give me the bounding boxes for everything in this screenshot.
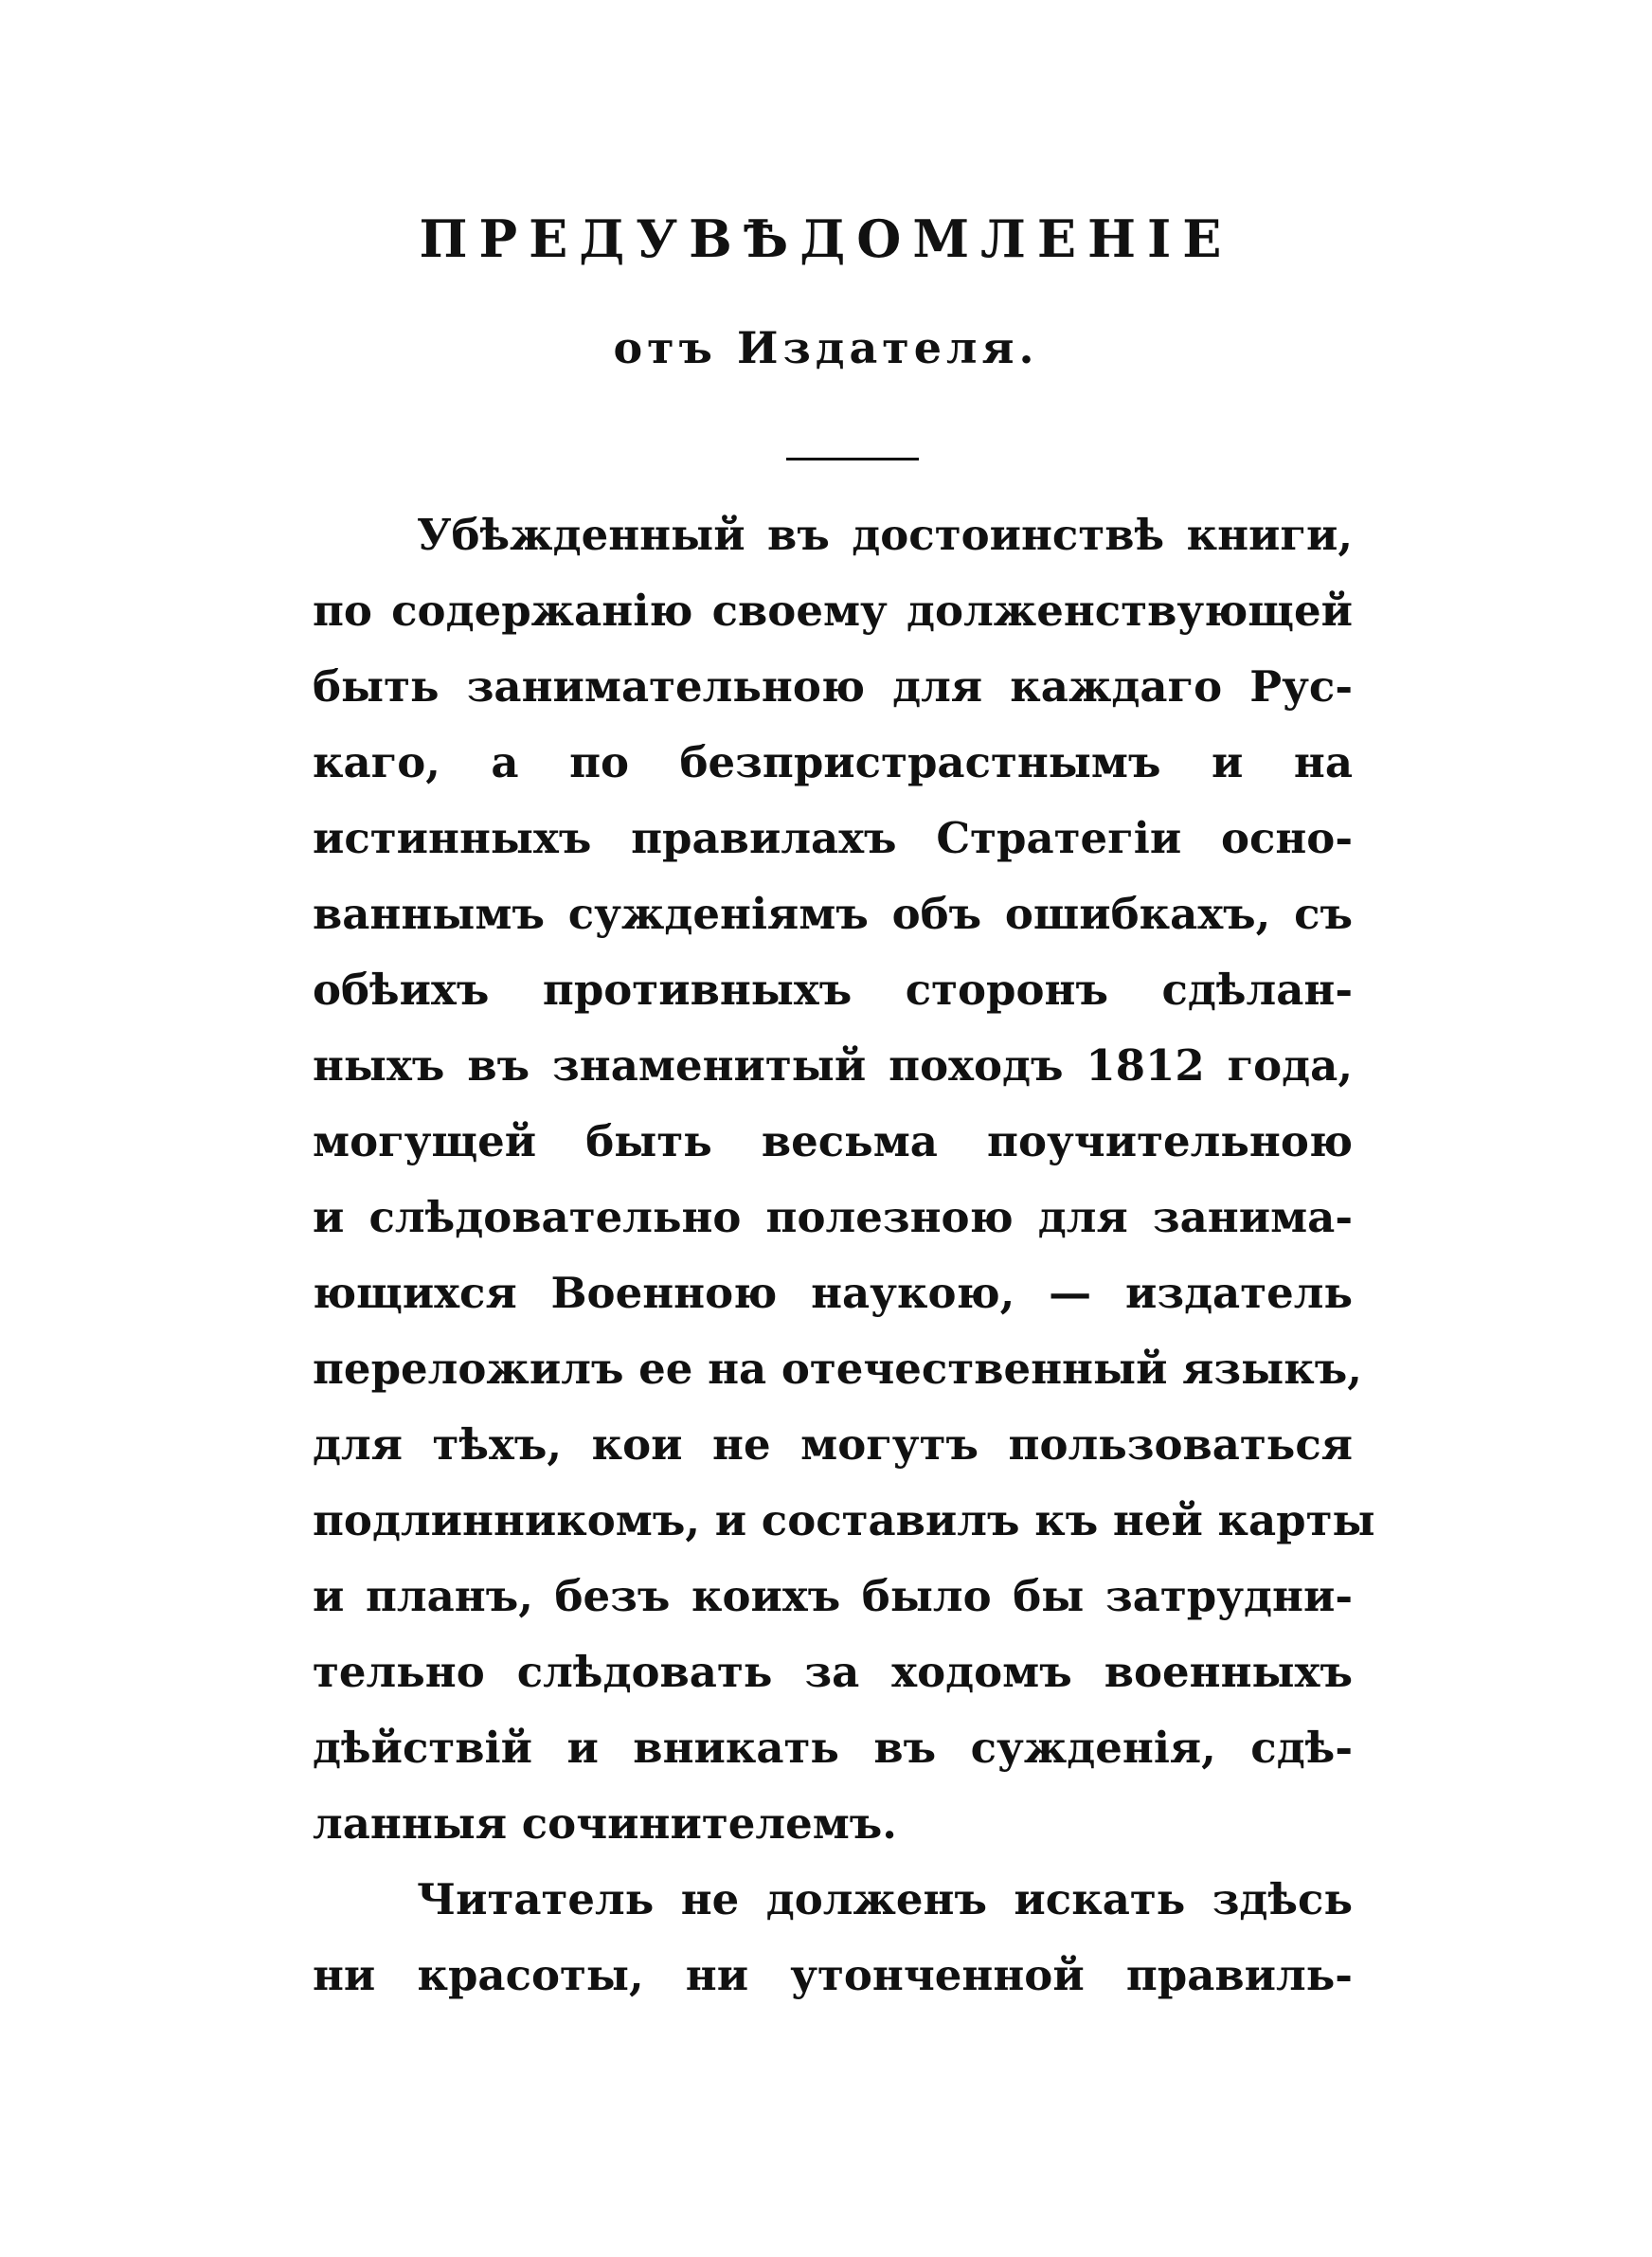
text-line: переложилъ ее на отечественный языкъ,: [313, 1344, 1362, 1394]
text-line: быть занимательною для каждаго Рус-: [313, 661, 1353, 712]
text-line: подлинникомъ, и составилъ къ ней карты: [313, 1495, 1375, 1545]
text-line: ваннымъ сужденіямъ объ ошибкахъ, съ: [313, 889, 1353, 939]
text-line: ныхъ въ знаменитый походъ 1812 года,: [313, 1040, 1353, 1091]
text-line: ющихся Военною наукою, — издатель: [313, 1268, 1353, 1318]
text-line: ланныя сочинителемъ.: [313, 1798, 897, 1849]
paragraph: [313, 497, 1375, 1862]
body-text: [313, 497, 1375, 2013]
text-line: дѣйствій и вникать въ сужденія, сдѣ-: [313, 1723, 1353, 1773]
text-line: и планъ, безъ коихъ было бы затрудни-: [313, 1571, 1353, 1621]
page-title: ПРЕДУВѢДОМЛЕНІЕ: [419, 208, 1233, 269]
text-line: по содержанію своему долженствующей: [313, 586, 1353, 636]
text-line: и слѣдовательно полезною для занима-: [313, 1192, 1353, 1242]
title-divider: [786, 458, 919, 460]
text-line: Читатель не долженъ искать здѣсь: [417, 1874, 1353, 1924]
text-line: для тѣхъ, кои не могутъ пользоваться: [313, 1419, 1353, 1470]
paragraph: [313, 1862, 1353, 2013]
text-line: каго, а по безпристрастнымъ и на: [313, 737, 1353, 787]
text-line: истинныхъ правилахъ Стратегіи осно-: [313, 813, 1353, 863]
text-line: тельно слѣдовать за ходомъ военныхъ: [313, 1647, 1353, 1697]
text-line: ни красоты, ни утонченной правиль-: [313, 1950, 1353, 2000]
text-line: Убѣжденный въ достоинствѣ книги,: [417, 510, 1353, 560]
text-line: могущей быть весьма поучительною: [313, 1116, 1353, 1166]
text-line: обѣихъ противныхъ сторонъ сдѣлан-: [313, 965, 1353, 1015]
page-subtitle: отъ Издателя.: [613, 322, 1039, 373]
